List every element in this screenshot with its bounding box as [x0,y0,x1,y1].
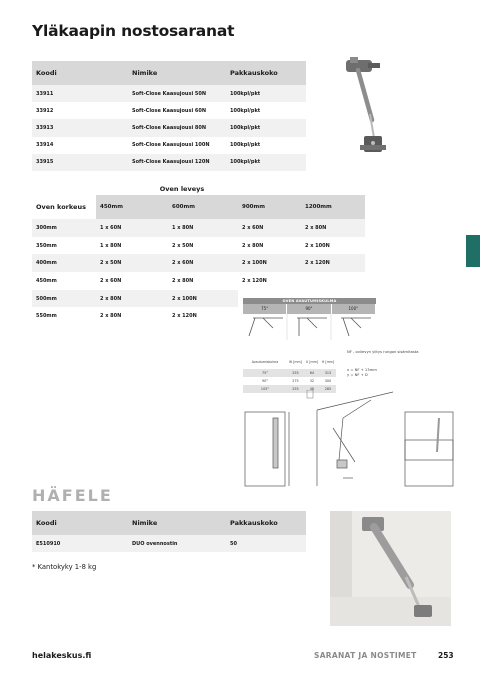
height-cell: 550mm [32,307,96,325]
formula-block [347,368,377,378]
value-cell: 2 x 100N [301,237,365,255]
table-row [32,102,306,119]
value-cell: 2 x 60N [96,272,168,290]
footer-site: helakeskus.fi [32,651,92,660]
door-height-title: Oven korkeus [32,195,96,219]
table-header-row [32,195,365,219]
opening-angle-sketches [243,314,376,340]
opening-angle-header [243,298,376,314]
height-cell: 500mm [32,290,96,308]
cell-pack: 100kpl/pkt [226,154,306,171]
header-name: Nimike [128,511,226,535]
table-row [32,85,306,102]
opening-angle-table [243,355,336,393]
footer-section: SARANAT JA NOSTIMET [314,651,417,660]
cell-code: 33914 [32,137,128,154]
h-col-header: H [mm] [321,360,335,364]
table-row [32,219,365,237]
height-cell: 350mm [32,237,96,255]
value-cell: 1 x 80N [96,237,168,255]
header-code: Koodi [32,511,128,535]
products-table-2 [32,511,306,552]
formula-y: y = NF + D [347,373,368,377]
table-row [32,119,306,136]
value-cell: 2 x 80N [238,237,301,255]
value-cell: 2 x 80N [301,219,365,237]
height-cell: 450mm [32,272,96,290]
width-col-header: 450mm [96,195,168,219]
value-cell: 2 x 60N [168,254,238,272]
cell: 75° [243,369,287,377]
value-cell: 2 x 60N [238,219,301,237]
door-width-title: Oven leveys [159,185,205,193]
cell-code: 33913 [32,119,128,136]
formula-x: x = NF + 13mm [347,368,377,372]
page-title: Yläkaapin nostosaranat [32,22,235,40]
value-cell: 2 x 50N [168,237,238,255]
cell-name: Soft-Close Kaasujousi 100N [128,137,226,154]
section-tab-marker [466,235,480,267]
cell: 300 [324,379,332,383]
cell: 105° [243,385,287,393]
w-col-header: W [mm] [289,360,302,364]
table-row [32,237,365,255]
cell: 285 [320,385,336,393]
table-row [32,137,306,154]
value-cell: 2 x 80N [168,272,238,290]
cell: 64 [304,369,320,377]
value-cell: 2 x 120N [168,307,238,325]
angle-col-header: Avautumiskulma [251,360,279,364]
header-name: Nimike [128,61,226,85]
height-cell: 400mm [32,254,96,272]
width-col-header: 1200mm [301,195,365,219]
cell: 90° [261,379,268,383]
value-cell: 1 x 80N [168,219,238,237]
cell-pack: 50 [226,535,306,552]
cell-code: E510910 [32,535,128,552]
cell: 48 [304,385,320,393]
value-cell: 2 x 80N [96,307,168,325]
table-row [32,254,365,272]
cell: 313 [320,369,336,377]
cell-code: 33915 [32,154,128,171]
cell-pack: 100kpl/pkt [226,85,306,102]
nf-note: NF - ovilevyn ylitys rungon sisämitasta [347,350,419,354]
capacity-footnote: * Kantokyky 1-8 kg [32,563,97,571]
brand-logo: HÄFELE [32,486,113,505]
cell-name: Soft-Close Kaasujousi 120N [128,154,226,171]
table-row [243,369,336,377]
cell-pack: 100kpl/pkt [226,119,306,136]
header-pack: Pakkauskoko [226,511,306,535]
value-cell: 2 x 120N [301,254,365,272]
cell: 32 [309,379,315,383]
angle-label: 90° [287,304,331,314]
value-cell: 2 x 80N [96,290,168,308]
cell-name: Soft-Close Kaasujousi 50N [128,85,226,102]
cell-pack: 100kpl/pkt [226,137,306,154]
table-row [32,154,306,171]
installation-diagram [243,390,456,490]
cell-name: Soft-Close Kaasujousi 60N [128,102,226,119]
height-cell: 300mm [32,219,96,237]
cell-code: 33912 [32,102,128,119]
installed-lift-image [330,511,451,626]
cell-pack: 100kpl/pkt [226,102,306,119]
value-cell: 2 x 120N [238,272,301,290]
value-cell: 2 x 100N [238,254,301,272]
table-row [243,377,336,385]
products-table [32,61,306,171]
u-col-header: U [mm] [305,360,318,364]
value-cell [301,272,365,290]
cell-name: Soft-Close Kaasujousi 80N [128,119,226,136]
page-number: 253 [438,651,454,660]
value-cell: 2 x 100N [168,290,238,308]
cell: 255 [287,369,304,377]
angle-label: 75° [243,304,287,314]
cell-code: 33911 [32,85,128,102]
table-header-row [32,61,306,85]
opening-angle-title: OVEN AVAUTUMISKULMA [282,299,337,303]
table-header-row [243,355,336,369]
value-cell: 1 x 60N [96,219,168,237]
table-row [32,272,365,290]
table-header-row [32,511,306,535]
cell-name: DUO ovennostin [128,535,226,552]
cell: 275 [292,379,299,383]
table-row [32,535,306,552]
gas-spring-image [330,48,390,166]
cell: 255 [287,385,304,393]
header-pack: Pakkauskoko [226,61,306,85]
width-col-header: 600mm [168,195,238,219]
angle-label: 100° [332,304,376,314]
width-col-header: 900mm [238,195,301,219]
header-code: Koodi [32,61,128,85]
value-cell: 2 x 50N [96,254,168,272]
